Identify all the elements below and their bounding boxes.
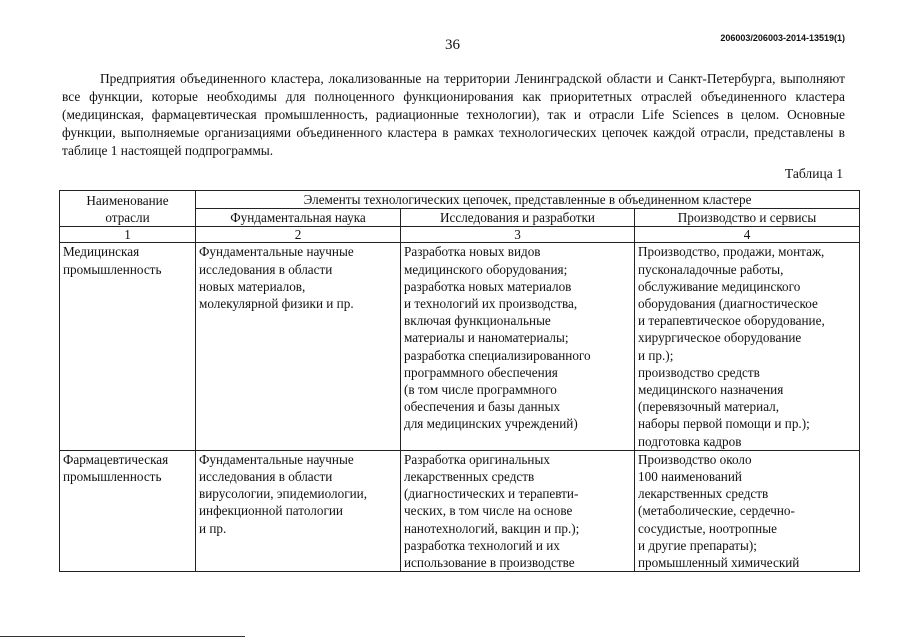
research-cell [401, 450, 635, 571]
cell-line: для медицинских учреждений) [404, 416, 578, 432]
cell-line: и пр.); [638, 347, 674, 363]
cell-line: ческих, в том числе на основе [404, 503, 573, 519]
cell-line: (перевязочный материал, [638, 399, 780, 415]
cell-line: разработка технологий и их [404, 537, 560, 553]
cell-line: программного обеспечения [404, 364, 558, 380]
col-number-3: 3 [401, 227, 635, 243]
production-cell [635, 450, 860, 571]
science-cell [196, 450, 401, 571]
industry-cell [60, 243, 196, 450]
page-number: 36 [445, 37, 460, 53]
header-production: Производство и сервисы [635, 209, 860, 227]
header-research: Исследования и разработки [401, 209, 635, 227]
cell-line: промышленный химический [638, 555, 800, 571]
industry-cell [60, 450, 196, 571]
col-number-2: 2 [196, 227, 401, 243]
footnote-divider [0, 636, 245, 637]
cell-line: разработка специализированного [404, 347, 591, 363]
cell-line: и пр. [199, 520, 227, 536]
cell-line: Медицинская [63, 244, 140, 260]
cell-line: использование в производстве [404, 555, 575, 571]
cell-line: Производство около [638, 451, 752, 467]
cell-line: вирусологии, эпидемиологии, [199, 486, 368, 502]
production-cell [635, 243, 860, 450]
cell-line: исследования в области [199, 261, 333, 277]
table-label: Таблица 1 [784, 166, 843, 181]
cell-line: производство средств [638, 364, 760, 380]
cell-line: (в том числе программного [404, 382, 557, 398]
cell-line: Фундаментальные научные [199, 244, 354, 260]
cell-line: включая функциональные [404, 313, 551, 329]
cell-line: промышленность [63, 469, 162, 485]
cell-line: обслуживание медицинского [638, 278, 801, 294]
cell-line: наборы первой помощи и пр.); [638, 416, 810, 432]
header-industry: Наименование отрасли [60, 191, 196, 227]
cell-line: материалы и наноматериалы; [404, 330, 569, 346]
cell-line: инфекционной патологии [199, 503, 343, 519]
cell-line: медицинского назначения [638, 382, 784, 398]
cell-line: хирургическое оборудование [638, 330, 802, 346]
col-number-4: 4 [635, 227, 860, 243]
cell-line: Фундаментальные научные [199, 451, 354, 467]
cell-line: и другие препараты); [638, 537, 757, 553]
cell-line: сосудистые, ноотропные [638, 520, 777, 536]
cell-line: и терапевтическое оборудование, [638, 313, 825, 329]
cell-line: подготовка кадров [638, 433, 742, 449]
cell-line: молекулярной физики и пр. [199, 296, 354, 312]
cell-line: Разработка оригинальных [404, 451, 550, 467]
table-row [60, 450, 860, 571]
cell-line: (метаболические, сердечно- [638, 503, 795, 519]
cell-line: лекарственных средств [638, 486, 769, 502]
cell-line: лекарственных средств [404, 469, 535, 485]
cell-line: 100 наименований [638, 469, 742, 485]
cell-line: нанотехнологий, вакцин и пр.); [404, 520, 580, 536]
cell-line: Производство, продажи, монтаж, [638, 244, 825, 260]
intro-paragraph: Предприятия объединенного кластера, локализованные на территории Ленинградской области и Санкт-Петербурга, выполняют все функции, которые необходимы для полноценного функционирования как приоритетных отраслей объединенного кластера (медицинская, фармацевтическая промышленность, радиационные технологии), так и отрасли Life Sciences в целом. Основные функции, выполняемые организациями объединенного кластера в рамках технологических цепочек каждой отрасли, представлены в таблице 1 настоящей подпрограммы. [62, 71, 845, 158]
cell-line: пусконаладочные работы, [638, 261, 784, 277]
cell-line: медицинского оборудования; [404, 261, 568, 277]
cell-line: (диагностических и терапевти- [404, 486, 579, 502]
cell-line: обеспечения и базы данных [404, 399, 561, 415]
research-cell [401, 243, 635, 450]
header-science: Фундаментальная наука [196, 209, 401, 227]
cell-line: разработка новых материалов [404, 278, 572, 294]
cell-line: и технологий их производства, [404, 296, 578, 312]
functions-table [59, 190, 860, 572]
col-number-1: 1 [60, 227, 196, 243]
header-chain-elements: Элементы технологических цепочек, представленные в объединенном кластере [196, 191, 860, 209]
science-cell [196, 243, 401, 450]
cell-line: оборудования (диагностическое [638, 296, 818, 312]
cell-line: исследования в области [199, 469, 333, 485]
document-code: 206003/206003-2014-13519(1) [720, 33, 845, 43]
cell-line: Фармацевтическая [63, 451, 169, 467]
table-row [60, 243, 860, 450]
cell-line: новых материалов, [199, 278, 306, 294]
cell-line: Разработка новых видов [404, 244, 541, 260]
cell-line: промышленность [63, 261, 162, 277]
